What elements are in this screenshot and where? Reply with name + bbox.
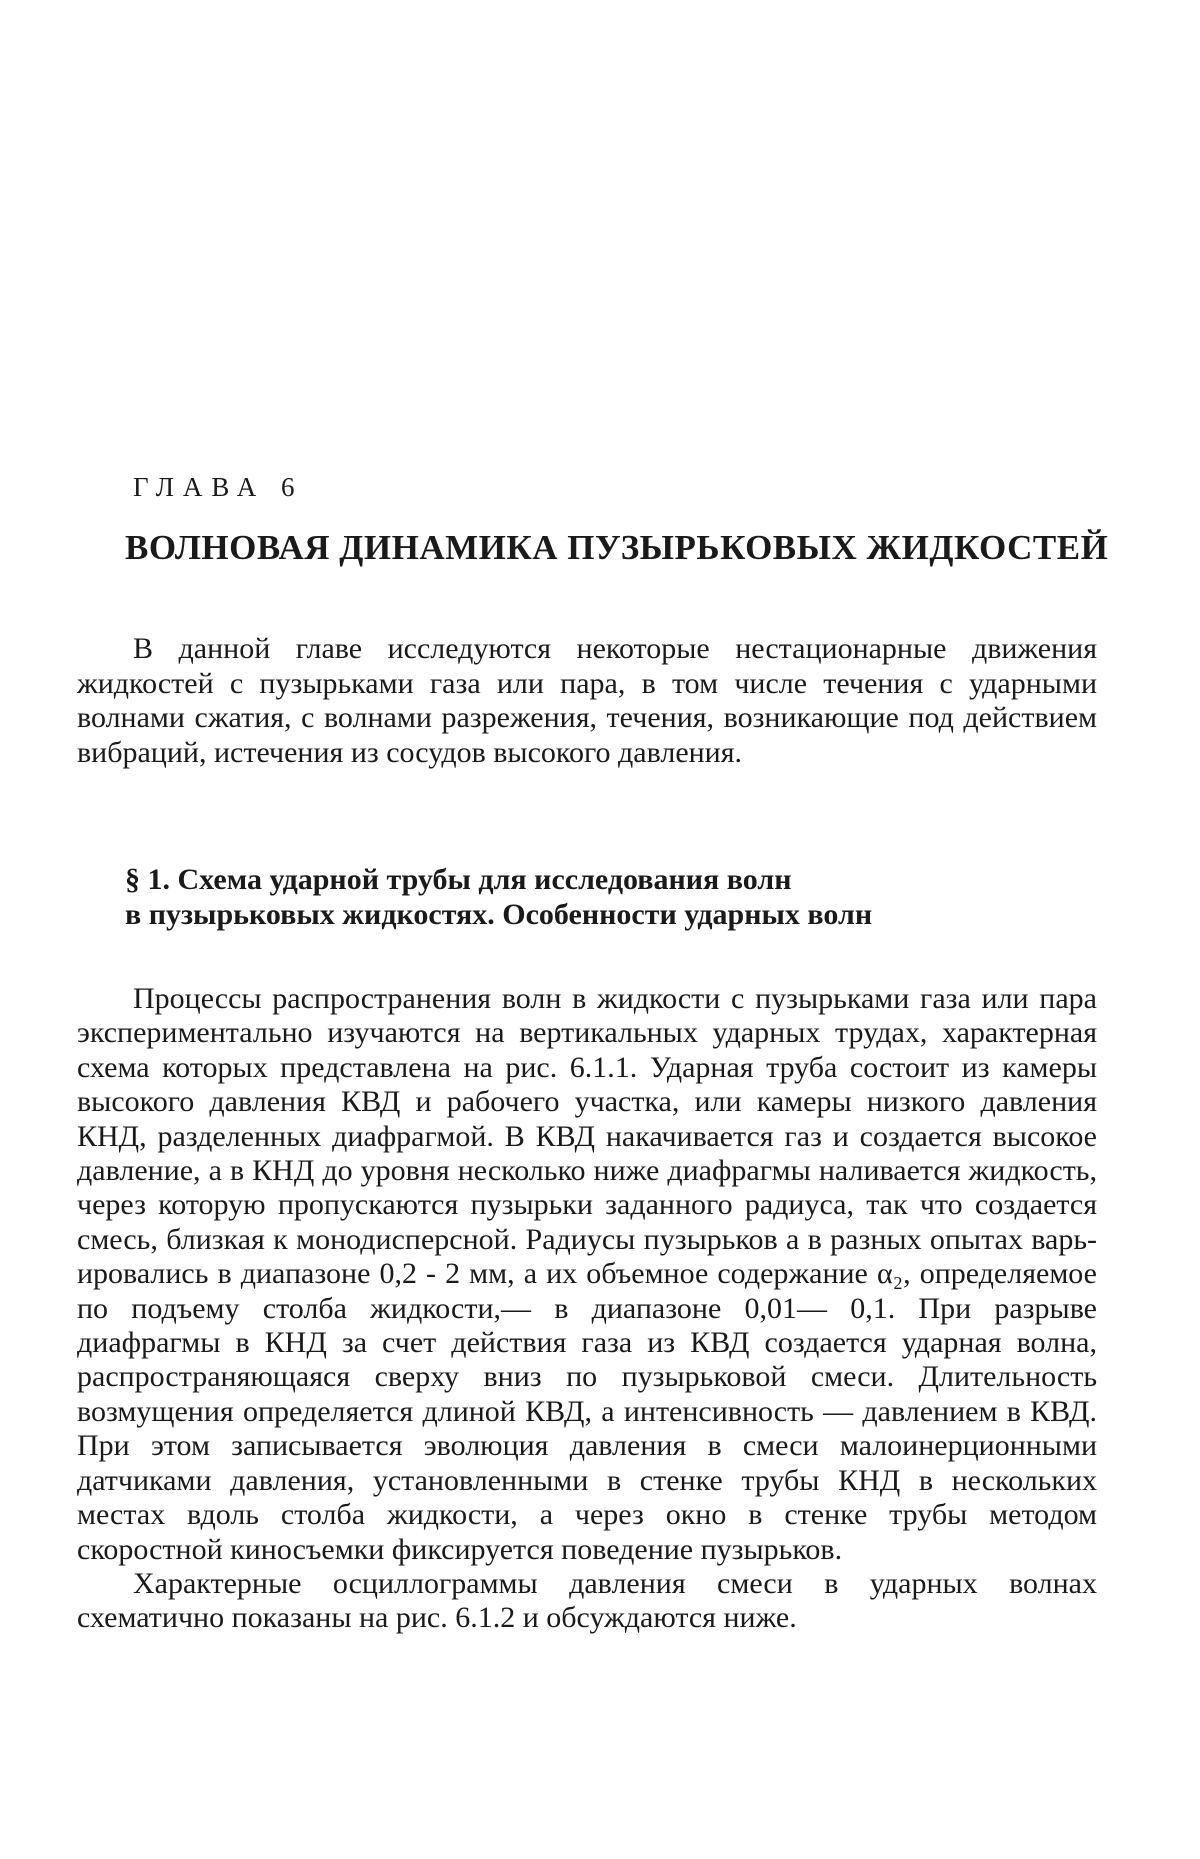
- section-heading-line-2: в пузырьковых жидкостях. Особенности ударных волн: [125, 898, 873, 931]
- book-page: [77, 0, 1109, 1859]
- intro-paragraph: В данной главе исследуются некоторые нестационарные движения жидкостей с пузырьками газа или пара, в том числе течения с ударными волнами сжатия, с волнами разрежения, течения, возникающие под действием вибраций, истечения из сосудов высокого давления.: [77, 632, 1097, 769]
- chapter-label: ГЛАВА 6: [133, 472, 304, 502]
- section-heading: [125, 862, 1097, 932]
- body-paragraph-1: Процессы распространения волн в жидкости с пузырьками газа или пара экспериментально изучаются на вертикальных ударных трудах, характерная схема которых представлена на рис. 6.1.1. Ударная труба состоит из камеры высокого давления КВД и рабочего участка, или камеры низкого давления КНД, разделенных диафрагмой. В КВД накачивается газ и создается высокое давление, а в КНД до уровня несколько ниже диафрагмы наливается жидкость, через которую пропускаются пузырьки заданного радиуса, так что создается смесь, близкая к монодисперсной. Радиусы пузырьков a в разных опытах варьировались в диапазоне 0,2 - 2 мм, а их объемное содержание α₂, определяемое по подъему столба жидкости,— в диапазоне 0,01— 0,1. При разрыве диафрагмы в КНД за счет действия газа из КВД создается ударная волна, распространяющаяся сверху вниз по пузырьковой смеси. Длительность возмущения определяется длиной КВД, а интенсивность — давлением в КВД. При этом записывается эволюция давления в смеси малоинерционными датчиками давления, установленными в стенке трубы КНД в нескольких местах вдоль столба жидкости, а через окно в стенке трубы методом скоростной киносъемки фиксируется поведение пузырьков.: [77, 982, 1097, 1566]
- section-heading-line-1: § 1. Схема ударной трубы для исследования волн: [125, 863, 792, 896]
- body-paragraph-2: Характерные осциллограммы давления смеси в ударных волнах схематично показаны на рис. 6.1.2 и обсуждаются ниже.: [77, 1566, 1097, 1635]
- chapter-title: ВОЛНОВАЯ ДИНАМИКА ПУЗЫРЬКОВЫХ ЖИДКОСТЕЙ: [125, 528, 1109, 567]
- section-body: [77, 982, 1097, 1636]
